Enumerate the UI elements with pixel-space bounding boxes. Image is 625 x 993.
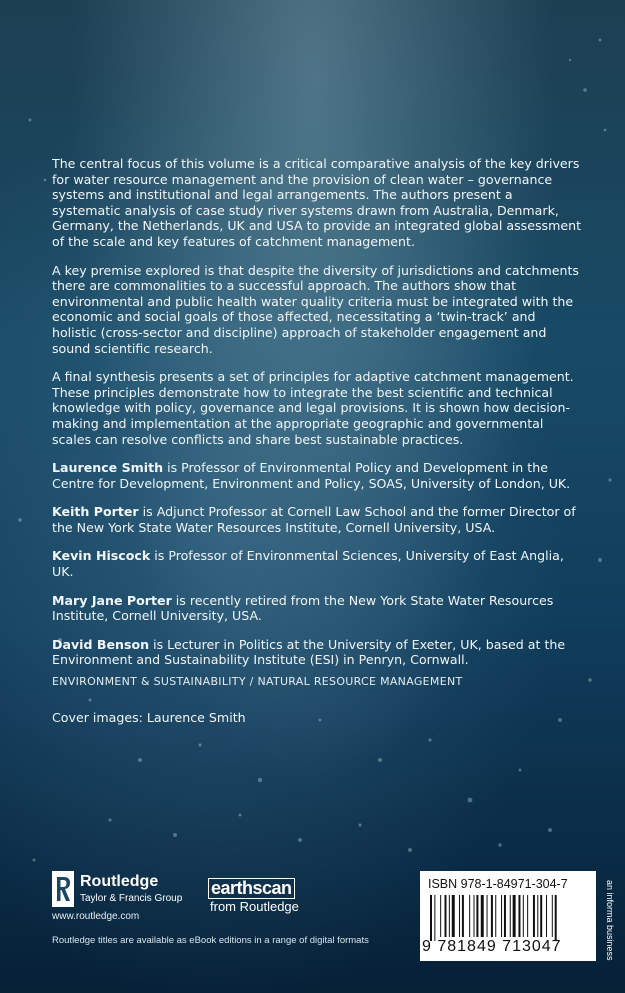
author-name: David Benson [52,636,150,652]
barcode-icon [430,895,590,941]
cover-image-credits: Cover images: Laurence Smith [52,710,246,725]
imprint-from: from Routledge [210,899,299,914]
author-bio-3 [52,548,582,579]
routledge-logo [52,871,212,911]
routledge-r-icon [52,871,74,907]
author-name: Kevin Hiscock [52,548,151,564]
blurb-paragraph-1: The central focus of this volume is a critical comparative analysis of the key drivers for water resource management and the provision of clean water – governance systems and institutional and legal arrangements. The authors present a systematic analysis of case study river systems drawn from Australia, Denmark, Germany, the Netherlands, UK and USA to provide an integrated global assessment of the scale and key features of catchment management. [52,156,582,249]
isbn-label: ISBN 978-1-84971-304-7 [428,877,568,891]
author-bio-text: is Professor of Environmental Sciences, University of East Anglia, UK. [52,548,564,580]
author-bio-text: is Lecturer in Politics at the University of Exeter, UK, based at the Environment and Sustainability Institute (ESI) in Penryn, Cornwall. [52,636,566,668]
author-name: Keith Porter [52,504,139,520]
author-bio-2 [52,504,582,535]
publisher-url[interactable]: www.routledge.com [52,911,140,922]
author-bio-text: is Adjunct Professor at Cornell Law School and the former Director of the New York State Water Resources Institute, Cornell University, USA. [52,504,576,535]
informa-business-note: an informa business [605,880,615,961]
blurb-paragraph-3: A final synthesis presents a set of principles for adaptive catchment management. These principles demonstrate how to integrate the best scientific and technical knowledge with policy, governance and legal provisions. It is shown how decision-making and implementation at the appropriate geographic and governmental scales can resolve conflicts and share best sustainable practices. [52,369,574,447]
imprint-word: earthscan [208,878,295,899]
author-bio-4 [52,593,582,624]
ebook-note: Routledge titles are available as eBook editions in a range of digital formats [52,935,369,946]
publisher-group: Taylor & Francis Group [80,893,183,904]
earthscan-logo [208,878,318,916]
publisher-name: Routledge [80,873,159,890]
barcode-digits: 9 781849 713047 [422,938,562,955]
author-bio-text: is Professor of Environmental Policy and Development in the Centre for Development, Environment and Policy, SOAS, University of London, UK. [52,460,571,491]
author-name: Laurence Smith [52,460,164,476]
author-bio-5 [52,637,582,668]
subject-category: ENVIRONMENT & SUSTAINABILITY / NATURAL RESOURCE MANAGEMENT [52,675,463,688]
author-bio-1 [52,460,582,491]
back-cover-blurb [52,156,582,681]
author-bio-text: is recently retired from the New York State Water Resources Institute, Cornell University, USA. [52,592,554,624]
author-name: Mary Jane Porter [52,592,172,608]
blurb-paragraph-2: A key premise explored is that despite the diversity of jurisdictions and catchments there are commonalities to a successful approach. The authors show that environmental and public health water quality criteria must be integrated with the economic and social goals of those affected, necessitating a ‘twin-track’ and holistic (cross-sector and discipline) approach of stakeholder engagement and sound scientific research. [52,262,579,356]
isbn-barcode [420,871,596,961]
